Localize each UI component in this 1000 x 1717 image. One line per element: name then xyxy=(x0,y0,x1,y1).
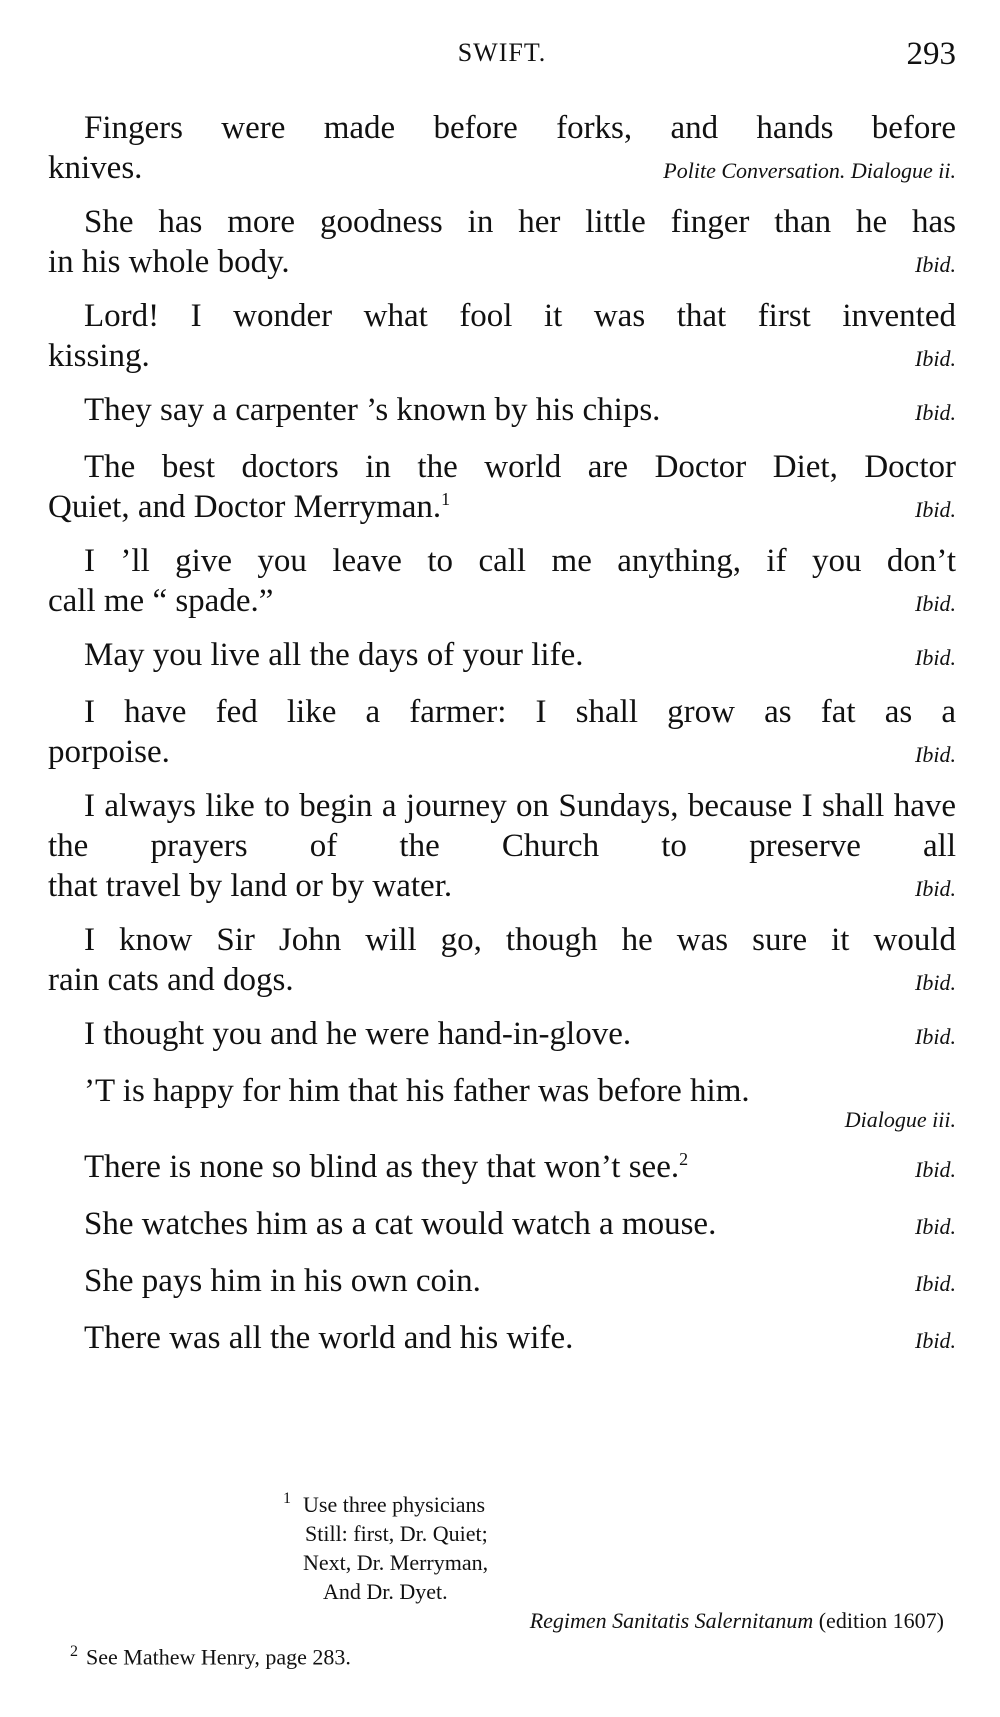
footnote-citation xyxy=(48,1606,944,1635)
quotation-source: Ibid. xyxy=(915,970,956,995)
quotation-source: Ibid. xyxy=(915,400,956,425)
quotation-entry xyxy=(48,1204,956,1247)
quotation-entry xyxy=(48,1147,956,1190)
quotation-entry xyxy=(48,692,956,772)
quotation-text: She has more goodness in her little finger than he has xyxy=(84,204,956,240)
quotation-list xyxy=(48,108,956,1375)
quotation-text: I ’ll give you leave to call me anything, if you don’t xyxy=(84,543,956,579)
citation-edition: (edition 1607) xyxy=(818,1608,944,1633)
quotation-source: Ibid. xyxy=(915,1271,956,1296)
quotation-text-end: kissing. xyxy=(48,338,150,374)
quotation-entry xyxy=(48,1261,956,1304)
footnote-reference: 1 xyxy=(441,489,451,509)
quotation-text: I know Sir John will go, though he was sure it would xyxy=(84,922,956,958)
page-number: 293 xyxy=(906,36,956,72)
quotation-source: Ibid. xyxy=(915,591,956,616)
quotation-text-end: knives. xyxy=(48,150,143,186)
quotation-text: There was all the world and his wife. xyxy=(84,1320,574,1356)
quotation-text: I thought you and he were hand-in-glove. xyxy=(84,1016,632,1052)
quotation-text: I always like to begin a journey on Sundays, because I shall have the prayers of the Church to preserve all xyxy=(48,788,956,864)
quotation-text-end: Quiet, and Doctor Merryman. xyxy=(48,489,442,525)
quotation-entry xyxy=(48,296,956,376)
quotation-source: Ibid. xyxy=(915,346,956,371)
quotation-source: Polite Conversation. Dialogue ii. xyxy=(663,158,956,183)
quotation-text-end: rain cats and dogs. xyxy=(48,962,294,998)
quotation-source: Ibid. xyxy=(915,252,956,277)
quotation-text-end: in his whole body. xyxy=(48,244,290,280)
quotation-source: Ibid. xyxy=(915,742,956,767)
footnote-verse-line: Still: first, Dr. Quiet; xyxy=(305,1521,488,1546)
quotation-entry xyxy=(48,1014,956,1057)
quotation-text: ’T is happy for him that his father was before him. xyxy=(84,1073,750,1109)
quotation-text-end: porpoise. xyxy=(48,734,170,770)
quotation-entry xyxy=(48,786,956,906)
quotation-source: Ibid. xyxy=(915,1214,956,1239)
quotation-source: Ibid. xyxy=(915,1024,956,1049)
quotation-text: The best doctors in the world are Doctor Diet, Doctor xyxy=(84,449,956,485)
page-header xyxy=(48,36,956,86)
footnote-verse-line: Next, Dr. Merryman, xyxy=(303,1550,489,1575)
quotation-entry xyxy=(48,108,956,188)
footnote-1 xyxy=(283,1490,956,1606)
quotation-source: Ibid. xyxy=(915,497,956,522)
footnotes xyxy=(48,1490,956,1672)
quotation-entry xyxy=(48,390,956,433)
quotation-entry xyxy=(48,1071,956,1133)
footnote-text: See Mathew Henry, page 283. xyxy=(86,1644,351,1670)
footnote-verse-line: And Dr. Dyet. xyxy=(323,1579,448,1604)
quotation-text: There is none so blind as they that won’t see. xyxy=(84,1149,680,1185)
running-head: SWIFT. xyxy=(457,38,547,67)
quotation-entry xyxy=(48,541,956,621)
footnote-2 xyxy=(70,1637,956,1672)
quotation-text: May you live all the days of your life. xyxy=(84,637,584,673)
quotation-entry xyxy=(48,202,956,282)
quotation-source: Ibid. xyxy=(915,1328,956,1353)
quotation-source: Ibid. xyxy=(915,1157,956,1182)
quotation-source: Dialogue iii. xyxy=(844,1107,956,1132)
quotation-text-end: that travel by land or by water. xyxy=(48,868,453,904)
quotation-text: She pays him in his own coin. xyxy=(84,1263,481,1299)
quotation-entry xyxy=(48,635,956,678)
quotation-entry xyxy=(48,447,956,527)
quotation-text: Lord! I wonder what fool it was that first invented xyxy=(84,298,956,334)
footnote-marker: 1 xyxy=(283,1490,291,1507)
quotation-text: She watches him as a cat would watch a mouse. xyxy=(84,1206,717,1242)
quotation-text: Fingers were made before forks, and hands before xyxy=(84,110,956,146)
quotation-entry xyxy=(48,920,956,1000)
quotation-text: They say a carpenter ’s known by his chips. xyxy=(84,392,661,428)
quotation-source: Ibid. xyxy=(915,876,956,901)
quotation-text-end: call me “ spade.” xyxy=(48,583,274,619)
quotation-entry xyxy=(48,1318,956,1361)
quotation-text: I have fed like a farmer: I shall grow as fat as a xyxy=(84,694,956,730)
citation-title: Regimen Sanitatis Salernitanum xyxy=(529,1608,814,1633)
quotation-source: Ibid. xyxy=(915,645,956,670)
footnote-verse-line: Use three physicians xyxy=(303,1492,486,1517)
footnote-reference: 2 xyxy=(679,1149,689,1169)
footnote-marker: 2 xyxy=(70,1643,78,1660)
